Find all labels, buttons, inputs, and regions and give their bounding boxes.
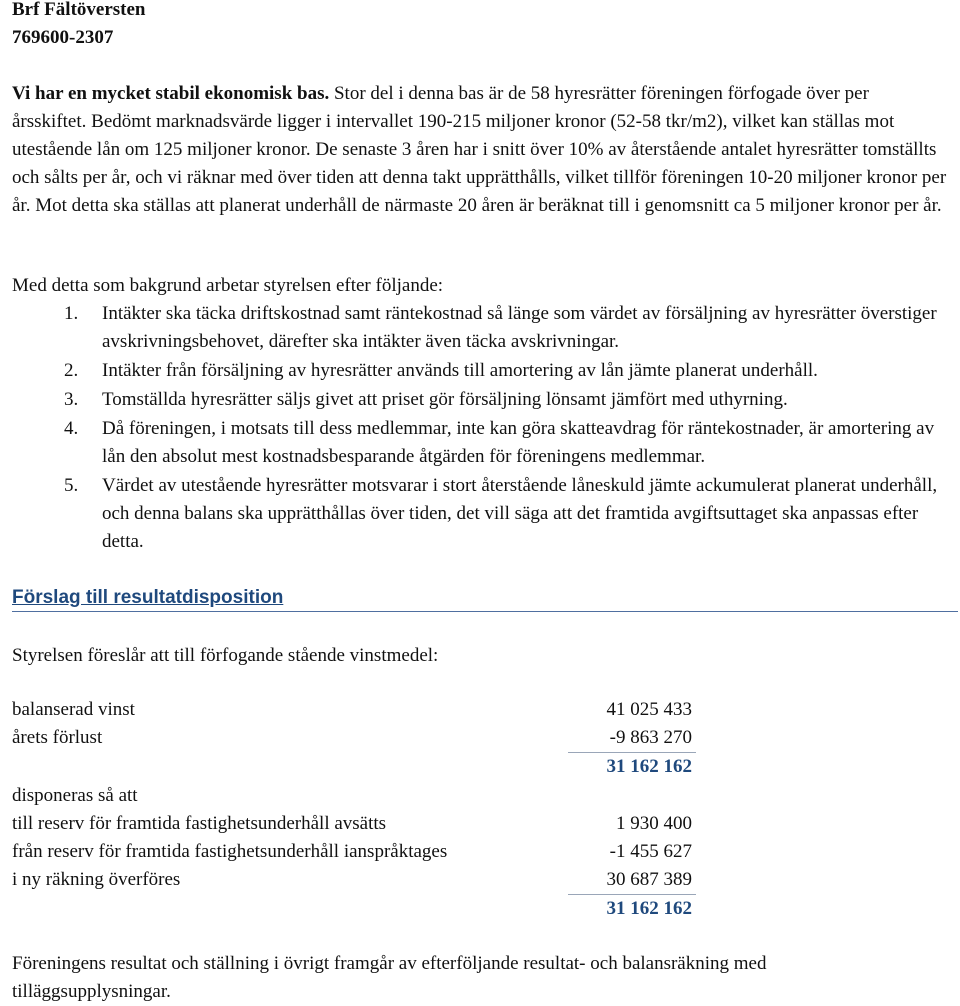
list-item-number: 3. xyxy=(64,389,79,410)
principles-lead-in: Med detta som bakgrund arbetar styrelsen efter följande: xyxy=(12,275,444,296)
balanserad-vinst-amount: 41 025 433 xyxy=(606,699,692,720)
list-item xyxy=(12,415,947,471)
intro-body: Stor del i denna bas är de 58 hyresrätter föreningen förfogade över per årsskiftet. Bedömt marknadsvärde ligger i intervallet 190-215 miljoner kronor (52-58 tkr/m2), vilket kan ställas mot utestående lån om 125 miljoner kronor. De senaste 3 åren har i snitt över 10% av återstående antalet hyresrätter tomställts och sålts per år, och vi räknar med över tiden att denna takt upprätthålls, vilket tillför föreningen 10-20 miljoner kronor per år. Mot detta ska ställas att planerat underhåll de närmaste 20 åren är beräknat till i genomsnitt ca 5 miljoner kronor per år. xyxy=(12,83,947,216)
list-item-number: 1. xyxy=(64,303,79,324)
arets-forlust-label: årets förlust xyxy=(12,727,103,748)
arets-forlust-amount: -9 863 270 xyxy=(609,727,692,748)
list-item-text: Då föreningen, i motsats till dess medlemmar, inte kan göra skatteavdrag för räntekostnader, är amortering av lån den absolut mest kostnadsbesparande åtgärden för föreningens medlemmar. xyxy=(102,418,935,467)
list-item-text: Intäkter ska täcka driftskostnad samt räntekostnad så länge som värdet av försäljning av hyresrätter överstiger avskrivningsbehovet, därefter ska intäkter även täcka avskrivningar. xyxy=(102,303,937,352)
intro-lead: Vi har en mycket stabil ekonomisk bas. xyxy=(12,83,330,104)
disponeras-label: disponeras så att xyxy=(12,785,138,806)
list-item xyxy=(12,386,947,414)
list-item-text: Värdet av utestående hyresrätter motsvarar i stort återstående låneskuld jämte ackumulerat planerat underhåll, och denna balans ska upprätthållas över tiden, det vill säga att det framtida avgiftsuttaget ska anpassas efter detta. xyxy=(102,475,938,552)
total-amount: 31 162 162 xyxy=(606,898,692,919)
list-item xyxy=(12,300,947,356)
proposal-text: Styrelsen föreslår att till förfogande stående vinstmedel: xyxy=(12,645,439,666)
closing-paragraph: Föreningens resultat och ställning i övrigt framgår av efterföljande resultat- och balansräkning med tilläggsupplysningar. xyxy=(12,953,767,1002)
organization-name: Brf Fältöversten xyxy=(12,0,146,20)
list-item-number: 5. xyxy=(64,475,79,496)
list-item-number: 2. xyxy=(64,360,79,381)
reserv-avsatts-amount: 1 930 400 xyxy=(616,813,692,834)
balanserad-vinst-label: balanserad vinst xyxy=(12,699,135,720)
subtotal-amount: 31 162 162 xyxy=(606,756,692,777)
list-item xyxy=(12,472,947,556)
principles-list xyxy=(12,300,947,557)
reserv-avsatts-label: till reserv för framtida fastighetsunderhåll avsätts xyxy=(12,813,387,834)
intro-paragraph xyxy=(12,80,947,220)
ny-rakning-label: i ny räkning överföres xyxy=(12,869,181,890)
organization-number: 769600-2307 xyxy=(12,27,114,48)
reserv-ianspraktages-amount: -1 455 627 xyxy=(609,841,692,862)
list-item-text: Intäkter från försäljning av hyresrätter används till amortering av lån jämte planerat underhåll. xyxy=(102,360,818,381)
reserv-ianspraktages-label: från reserv för framtida fastighetsunderhåll ianspråktages xyxy=(12,841,448,862)
section-divider xyxy=(12,611,958,612)
ny-rakning-amount: 30 687 389 xyxy=(606,869,692,890)
list-item xyxy=(12,357,947,385)
list-item-number: 4. xyxy=(64,418,79,439)
list-item-text: Tomställda hyresrätter säljs givet att priset gör försäljning lönsamt jämfört med uthyrning. xyxy=(102,389,788,410)
section-heading-disposition: Förslag till resultatdisposition xyxy=(12,587,284,608)
